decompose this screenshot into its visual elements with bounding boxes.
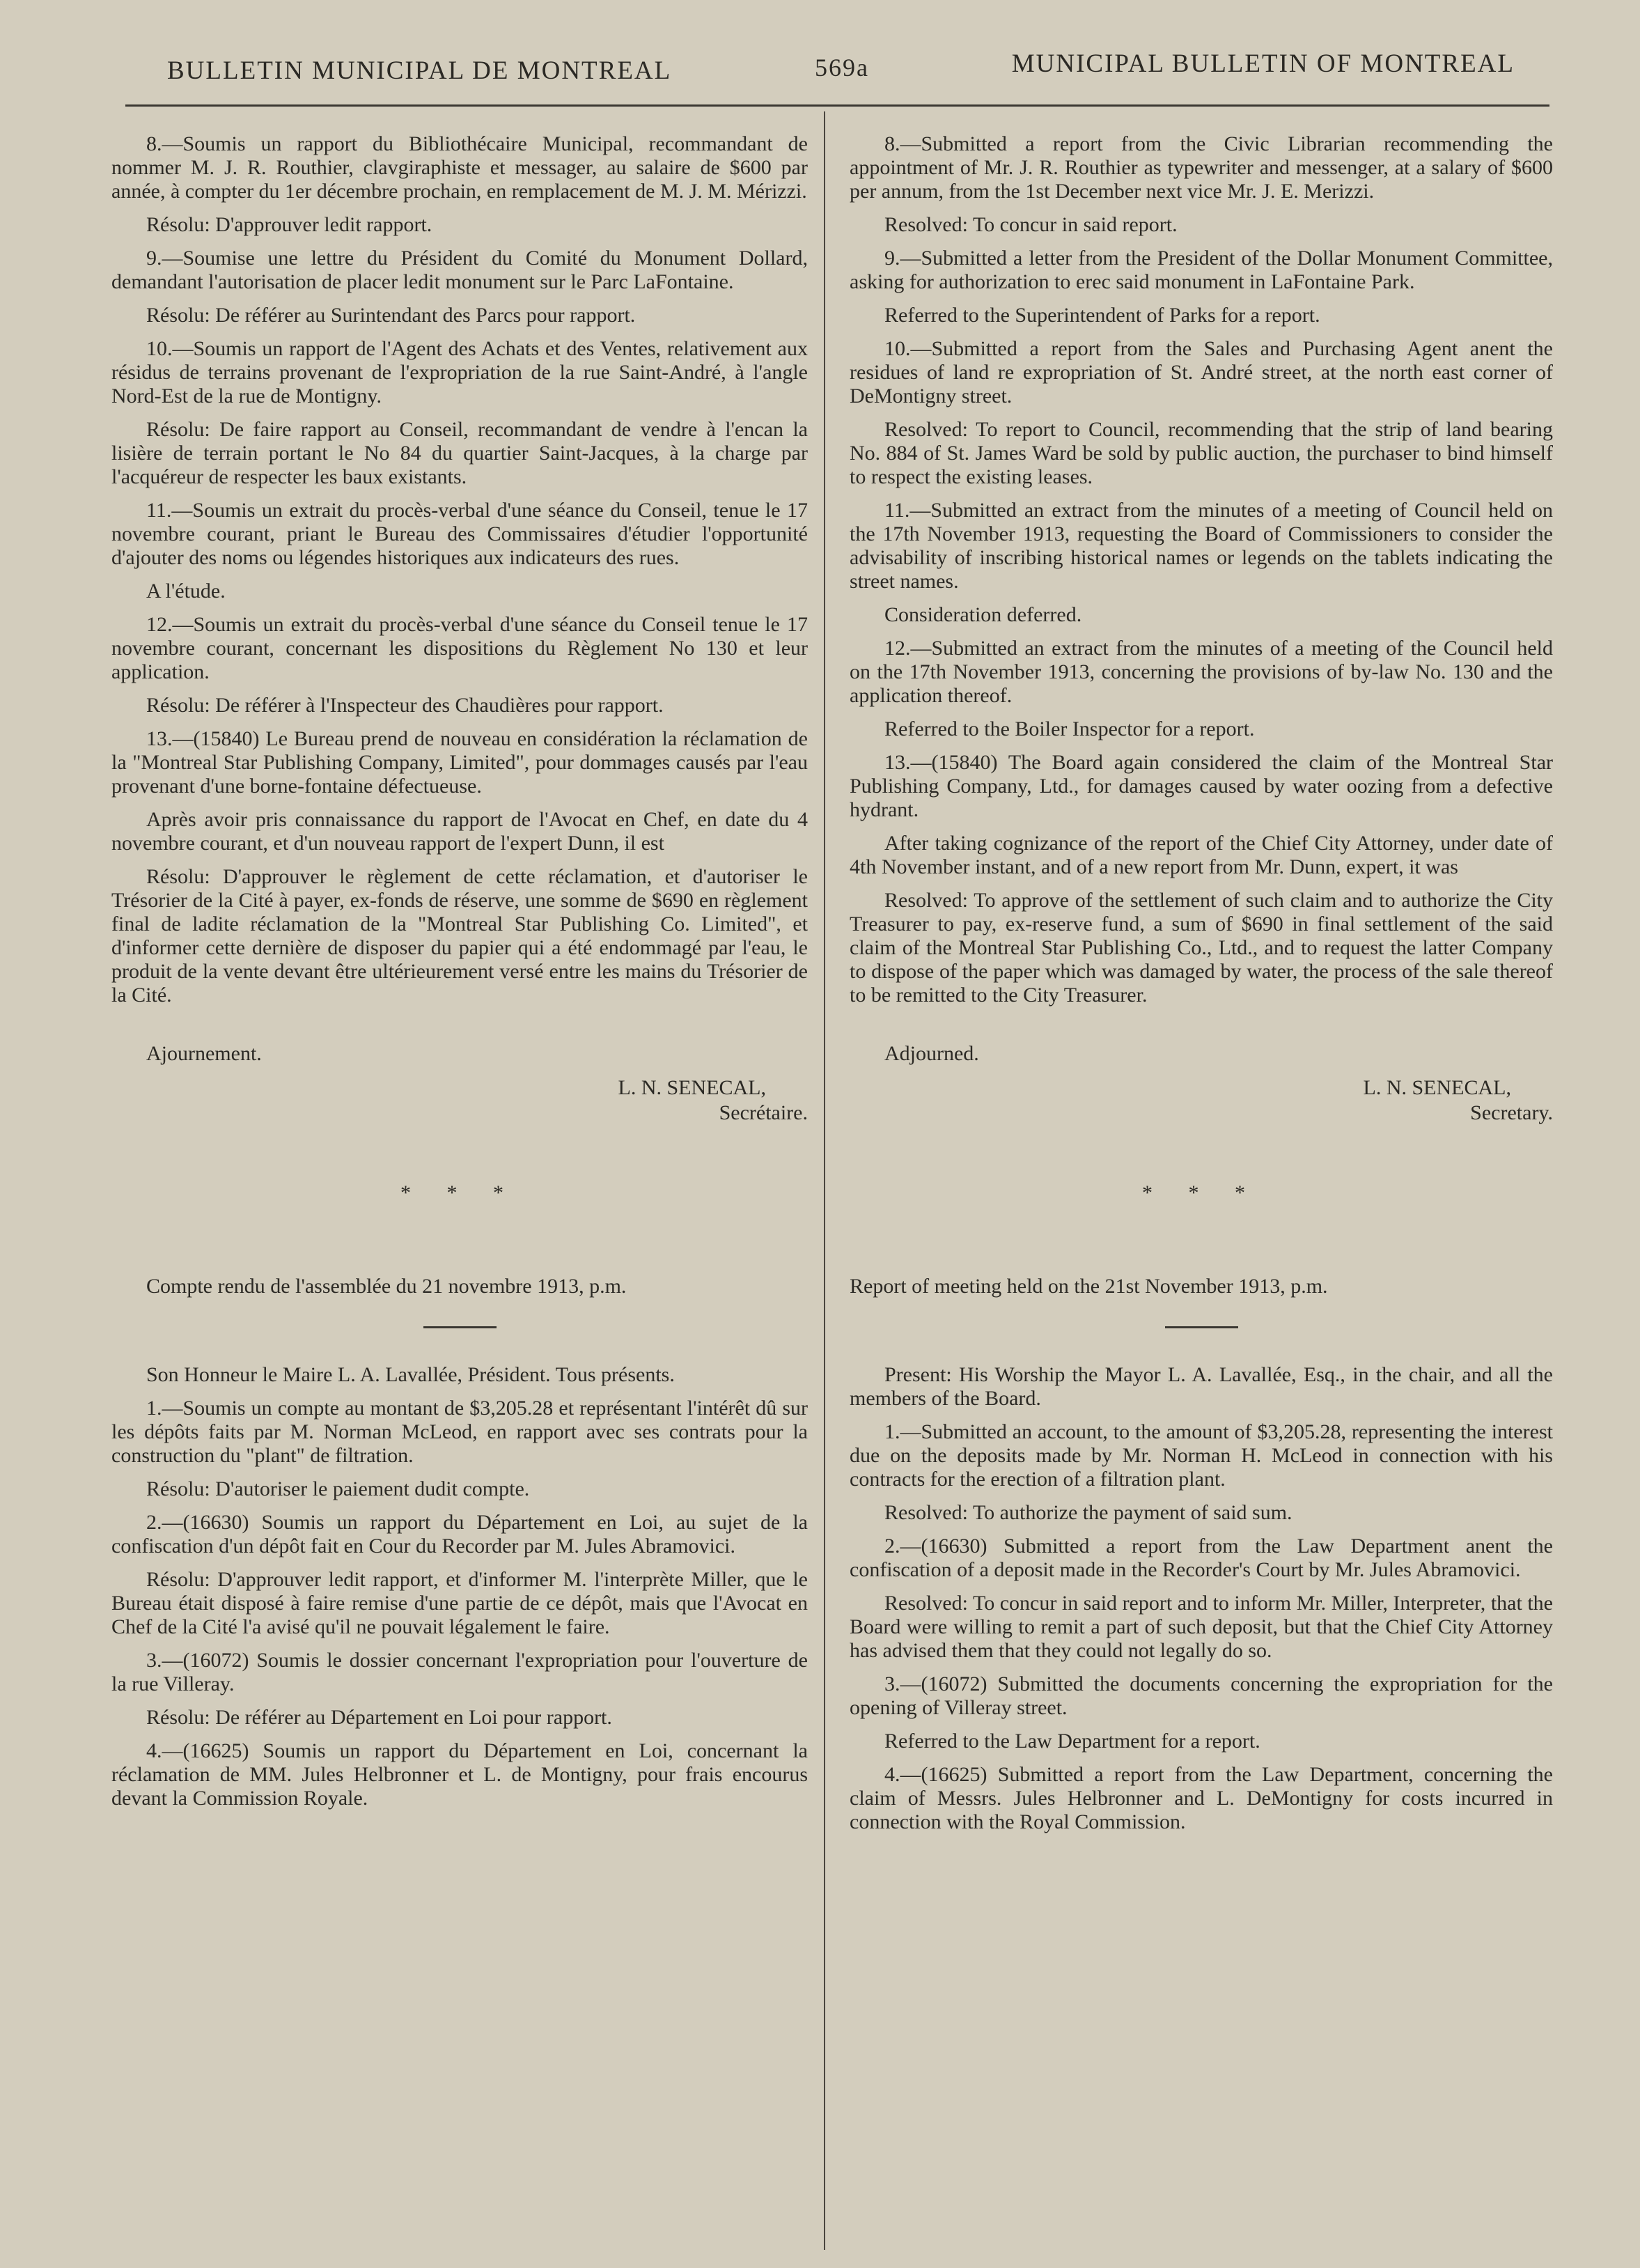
- fr-b-item-4: 4.—(16625) Soumis un rapport du Département en Loi, concernant la réclamation de MM. Jules Helbronner et L. de Montigny, pour frais encourus devant la Commission Royale.: [111, 1739, 808, 1810]
- fr-attendance: Son Honneur le Maire L. A. Lavallée, Président. Tous présents.: [146, 1363, 675, 1386]
- fr-signature-name: L. N. SENECAL,: [618, 1076, 766, 1099]
- fr-meeting-heading: Compte rendu de l'assemblée du 21 novembre 1913, p.m.: [146, 1275, 627, 1298]
- page-header: [167, 47, 1515, 96]
- en-item-13: 13.—(15840) The Board again considered the claim of the Montreal Star Publishing Company, Ltd., for damages caused by water oozing from a defective hydrant.: [850, 751, 1553, 821]
- en-b-resolution-1: Resolved: To authorize the payment of said sum.: [884, 1501, 1293, 1524]
- header-english-title: MUNICIPAL BULLETIN OF MONTREAL: [1011, 49, 1515, 78]
- fr-resolution-13: Résolu: D'approuver le règlement de cette réclamation, et d'autoriser le Trésorier de la Cité à payer, ex-fonds de réserve, une somme de $690 en règlement final de ladite réclamation de la "Montreal Star Publishing Co. Limited", et d'informer cette dernière de disposer du papier qui a été endommagé par l'eau, le produit de la vente devant être ultérieurement versé entre les mains du Trésorier de la Cité.: [111, 865, 808, 1007]
- header-rule: [125, 104, 1549, 107]
- fr-item-13-context: Après avoir pris connaissance du rapport de l'Avocat en Chef, en date du 4 novembre courant, et d'un nouveau rapport de l'expert Dunn, il est: [111, 808, 808, 855]
- fr-adjournment: Ajournement.: [146, 1042, 262, 1065]
- en-b-item-1: 1.—Submitted an account, to the amount of $3,205.28, representing the interest due on the deposits made by Mr. Norman H. McLeod in connection with his contracts for the erection of a filtration plant.: [850, 1420, 1553, 1491]
- en-item-9: 9.—Submitted a letter from the President of the Dollar Monument Committee, asking for authorization to erec said monument in LaFontaine Park.: [850, 247, 1553, 293]
- fr-section-separator: * * *: [400, 1181, 519, 1204]
- fr-signature-title: Secrétaire.: [719, 1101, 808, 1124]
- column-divider: [824, 111, 825, 2250]
- english-column: [850, 132, 1553, 1844]
- fr-b-resolution-2: Résolu: D'approuver ledit rapport, et d'informer M. l'interprète Miller, que le Bureau était disposé à faire remise d'une partie de ce dépôt, mais que l'Avocat en Chef de la Cité l'a avisé qu'il ne pouvait légalement le faire.: [111, 1568, 808, 1638]
- french-column: [111, 132, 808, 1820]
- en-b-resolution-3: Referred to the Law Department for a report.: [884, 1730, 1260, 1753]
- en-resolution-12: Referred to the Boiler Inspector for a report.: [884, 717, 1255, 740]
- en-resolution-13: Resolved: To approve of the settlement of such claim and to authorize the City Treasurer to pay, ex-reserve fund, a sum of $690 in final settlement of the said claim of the Montreal Star Publishing Co., Ltd., and to request the latter Company to dispose of the paper which was damaged by water, the process of the sale thereof to be remitted to the City Treasurer.: [850, 889, 1553, 1007]
- en-resolution-10: Resolved: To report to Council, recommending that the strip of land bearing No. 884 of St. James Ward be sold by public auction, the purchaser to bind himself to respect the existing leases.: [850, 418, 1553, 488]
- fr-b-resolution-3: Résolu: De référer au Département en Loi pour rapport.: [146, 1706, 612, 1729]
- en-item-13-context: After taking cognizance of the report of the Chief City Attorney, under date of 4th November instant, and of a new report from Mr. Dunn, expert, it was: [850, 832, 1553, 878]
- fr-b-item-1: 1.—Soumis un compte au montant de $3,205.28 et représentant l'intérêt dû sur les dépôts faits par M. Norman McLeod, en rapport avec ses contrats pour la construction du "plant" de filtration.: [111, 1397, 808, 1467]
- en-adjournment: Adjourned.: [884, 1042, 979, 1065]
- fr-heading-rule: [423, 1326, 497, 1328]
- fr-resolution-9: Résolu: De référer au Surintendant des Parcs pour rapport.: [146, 304, 636, 327]
- en-b-resolution-2: Resolved: To concur in said report and to inform Mr. Miller, Interpreter, that the Board were willing to remit a part of such deposit, but that the Chief City Attorney has advised them that they could not legally do so.: [850, 1592, 1553, 1662]
- en-item-8: 8.—Submitted a report from the Civic Librarian recommending the appointment of Mr. J. R. Routhier as typewriter and messenger, at a salary of $600 per annum, from the 1st December next vice Mr. J. E. Merizzi.: [850, 132, 1553, 203]
- header-french-title: BULLETIN MUNICIPAL DE MONTREAL: [167, 56, 672, 85]
- fr-item-10: 10.—Soumis un rapport de l'Agent des Achats et des Ventes, relativement aux résidus de terrains provenant de l'expropriation de la rue Saint-André, à l'angle Nord-Est de la rue de Montigny.: [111, 337, 808, 407]
- fr-item-11: 11.—Soumis un extrait du procès-verbal d'une séance du Conseil, tenue le 17 novembre courant, priant le Bureau des Commissaires d'étudier l'opportunité d'ajouter des noms ou légendes historiques aux indicateurs des rues.: [111, 499, 808, 569]
- en-signature-title: Secretary.: [1470, 1101, 1553, 1124]
- fr-signature: [111, 1075, 808, 1126]
- en-item-11: 11.—Submitted an extract from the minutes of a meeting of Council held on the 17th November 1913, requesting the Board of Commissioners to consider the advisability of inscribing historical names or legends on the tablets indicating the street names.: [850, 499, 1553, 593]
- fr-b-item-3: 3.—(16072) Soumis le dossier concernant l'expropriation pour l'ouverture de la rue Villeray.: [111, 1649, 808, 1695]
- en-b-item-2: 2.—(16630) Submitted a report from the Law Department anent the confiscation of a deposit made in the Recorder's Court by Mr. Jules Abramovici.: [850, 1535, 1553, 1581]
- en-meeting-heading: Report of meeting held on the 21st November 1913, p.m.: [850, 1275, 1328, 1298]
- en-heading-rule: [1165, 1326, 1238, 1328]
- fr-resolution-8: Résolu: D'approuver ledit rapport.: [146, 213, 432, 236]
- fr-item-12: 12.—Soumis un extrait du procès-verbal d'une séance du Conseil tenue le 17 novembre courant, concernant les dispositions du Règlement No 130 et leur application.: [111, 613, 808, 683]
- en-item-12: 12.—Submitted an extract from the minutes of a meeting of the Council held on the 17th November 1913, concerning the provisions of by-law No. 130 and the application thereof.: [850, 637, 1553, 707]
- en-section-separator: * * *: [1142, 1181, 1260, 1204]
- fr-item-9: 9.—Soumise une lettre du Président du Comité du Monument Dollard, demandant l'autorisation de placer ledit monument sur le Parc LaFontaine.: [111, 247, 808, 293]
- fr-resolution-11: A l'étude.: [146, 580, 226, 603]
- fr-b-item-2: 2.—(16630) Soumis un rapport du Département en Loi, au sujet de la confiscation d'un dépôt fait en Cour du Recorder par M. Jules Abramovici.: [111, 1511, 808, 1558]
- en-attendance: Present: His Worship the Mayor L. A. Lavallée, Esq., in the chair, and all the members of the Board.: [850, 1363, 1553, 1410]
- en-signature: [850, 1075, 1553, 1126]
- en-resolution-8: Resolved: To concur in said report.: [884, 213, 1178, 236]
- fr-item-8: 8.—Soumis un rapport du Bibliothécaire Municipal, recommandant de nommer M. J. R. Routhier, clavgiraphiste et messager, au salaire de $600 par année, à compter du 1er décembre prochain, en remplacement de M. J. M. Mérizzi.: [111, 132, 808, 203]
- fr-b-resolution-1: Résolu: D'autoriser le paiement dudit compte.: [146, 1477, 530, 1500]
- page-number: 569a: [815, 54, 869, 81]
- en-b-item-4: 4.—(16625) Submitted a report from the Law Department, concerning the claim of Messrs. Jules Helbronner and L. DeMontigny for costs incurred in connection with the Royal Commission.: [850, 1763, 1553, 1833]
- en-resolution-9: Referred to the Superintendent of Parks for a report.: [884, 304, 1320, 327]
- fr-resolution-10: Résolu: De faire rapport au Conseil, recommandant de vendre à l'encan la lisière de terrain portant le No 84 du quartier Saint-Jacques, à la charge par l'acquéreur de respecter les baux existants.: [111, 418, 808, 488]
- fr-item-13: 13.—(15840) Le Bureau prend de nouveau en considération la réclamation de la "Montreal Star Publishing Company, Limited", pour dommages causés par l'eau provenant d'une borne-fontaine défectueuse.: [111, 727, 808, 798]
- en-item-10: 10.—Submitted a report from the Sales and Purchasing Agent anent the residues of land re expropriation of St. André street, at the north east corner of DeMontigny street.: [850, 337, 1553, 407]
- fr-resolution-12: Résolu: De référer à l'Inspecteur des Chaudières pour rapport.: [146, 694, 664, 717]
- en-signature-name: L. N. SENECAL,: [1363, 1076, 1511, 1099]
- en-resolution-11: Consideration deferred.: [884, 603, 1082, 626]
- en-b-item-3: 3.—(16072) Submitted the documents concerning the expropriation for the opening of Villeray street.: [850, 1672, 1553, 1719]
